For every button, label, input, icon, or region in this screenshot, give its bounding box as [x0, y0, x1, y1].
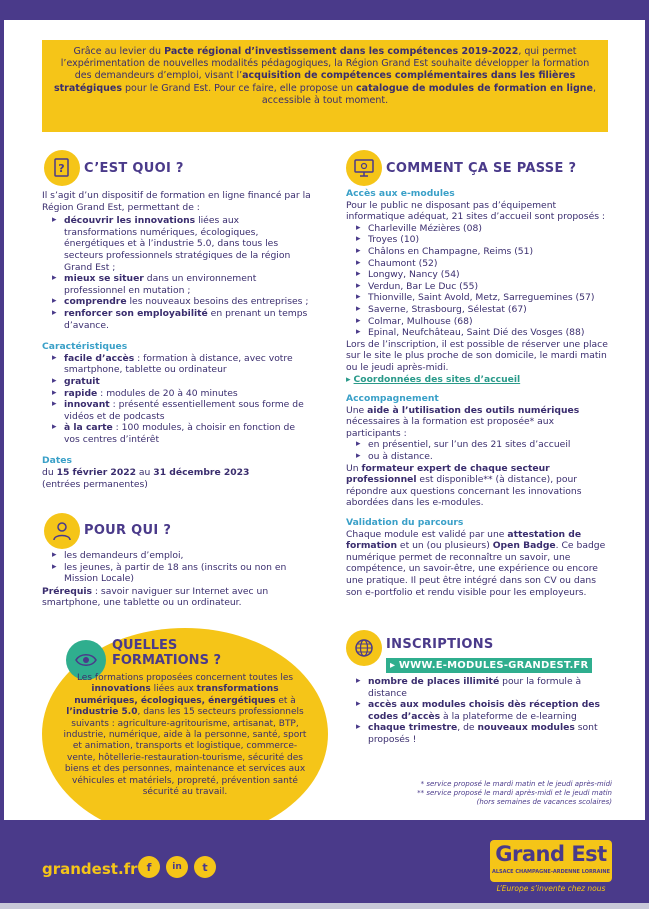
- list-item: ▸ innovant : présenté essentiellement sous forme de vidéos et de podcasts: [52, 399, 312, 422]
- intro-text: pour le Grand Est. Pour ce faire, elle propose un: [121, 82, 357, 94]
- list-item: ▸ à la carte : 100 modules, à choisir en fonction de vos centres d’intérêt: [52, 422, 312, 445]
- coord-link-row: [346, 374, 608, 386]
- list-item: ▸ Longwy, Nancy (54): [356, 269, 608, 281]
- intro-bold: acquisition de compétences complémentaires dans les filières stratégiques: [53, 70, 576, 94]
- list-item: ▸ chaque trimestre, de nouveaux modules sont proposés !: [356, 722, 606, 745]
- list-item: ▸ rapide : modules de 20 à 40 minutes: [52, 388, 312, 400]
- facebook-icon[interactable]: f: [138, 856, 160, 878]
- right-border: [645, 0, 649, 909]
- list-item: ▸ Epinal, Neufchâteau, Saint Dié des Vosges (88): [356, 327, 608, 339]
- acces-title: Accès aux e-modules: [346, 188, 455, 199]
- tagline: L’Europe s’invente chez nous: [496, 884, 606, 893]
- bottom-strip: [0, 903, 649, 909]
- list-item: ▸ Charleville Mézières (08): [356, 223, 608, 235]
- cest-quoi-lead: Il s’agit d’un dispositif de formation en ligne financé par la Région Grand Est, permettant de :: [42, 190, 311, 213]
- cest-quoi-list: [42, 215, 312, 331]
- dates-note: (entrées permanentes): [42, 478, 148, 490]
- intro-bold: catalogue de modules de formation en ligne: [356, 82, 593, 94]
- formations-text: Les formations proposées concernent toutes les innovations liées aux transformations numériques, écologiques, énergétiques et à l’industrie 5.0, dans les 15 secteurs professionnels suivants : agriculture-agritourisme, artisanat, BTP, industrie, numérique, aide à la personne, santé, sport et animation, transports et logistique, commerce-vente, hôtellerie-restauration-tourisme, sécurité des biens et des personnes, maintenance et services aux véhicules et matériels, propreté, prévention santé sécurité au travail.: [63, 673, 307, 798]
- list-item: ▸ renforcer son employabilité en prenant un temps d’avance.: [52, 308, 312, 331]
- expert-text: Un formateur expert de chaque secteur professionnel est disponible** (à distance), pour répondre aux questions concernant les innovations abordées dans les e-modules.: [346, 462, 582, 509]
- footnotes: * service proposé le mardi matin et le jeudi après-midi ** service proposé le mardi après-midi et le jeudi matin (hors semaines de vacances scolaires): [417, 780, 612, 806]
- pour-qui-list: [42, 550, 312, 585]
- list-item: ▸ Saverne, Strasbourg, Sélestat (67): [356, 304, 608, 316]
- intro-text: , qui permet l’expérimentation de nouvelles modalités pédagogiques, la Région Grand Est souhaite développer la formation des demandeurs d’emploi, visant l’: [60, 46, 590, 82]
- list-item: ▸ comprendre les nouveaux besoins des entreprises ;: [52, 296, 312, 308]
- linkedin-icon[interactable]: in: [166, 856, 188, 878]
- comment-body: [346, 188, 608, 598]
- valid-text: Chaque module est validé par une attestation de formation et un (ou plusieurs) Open Badge. Ce badge numérique permet de reconnaître un savoir, une compétence, un savoir-être, une expérience ou encore une pratique. Il peut être intégré dans son CV ou dans son e-portfolio et rendu visible pour les employeurs.: [346, 528, 606, 598]
- list-item: ▸ facile d’accès : formation à distance, avec votre smartphone, tablette ou ordinateur: [52, 353, 312, 376]
- list-item: ▸ les jeunes, à partir de 18 ans (inscrits ou non en Mission Locale): [52, 562, 312, 585]
- list-item: ▸ mieux se situer dans un environnement professionnel en mutation ;: [52, 273, 312, 296]
- website-link[interactable]: ▸ WWW.E-MODULES-GRANDEST.FR: [386, 658, 592, 673]
- person-icon: [44, 513, 80, 549]
- list-item: ▸ ou à distance.: [356, 451, 608, 463]
- cest-quoi-body: [42, 190, 312, 490]
- accomp-list: [346, 439, 608, 462]
- valid-title: Validation du parcours: [346, 517, 464, 529]
- list-item: ▸ gratuit: [52, 376, 312, 388]
- dates-range: du 15 février 2022 au 31 décembre 2023: [42, 467, 250, 479]
- intro-text: , accessible à tout moment.: [261, 82, 597, 106]
- section-title-comment: COMMENT ÇA SE PASSE ?: [386, 161, 577, 176]
- list-item: ▸ accès aux modules choisis dès réception des codes d’accès à la plateforme de e-learning: [356, 699, 606, 722]
- question-icon: [44, 150, 80, 186]
- list-item: ▸ Colmar, Mulhouse (68): [356, 316, 608, 328]
- dates-title: Dates: [42, 455, 72, 467]
- carac-list: [42, 353, 312, 446]
- intro-bold: Pacte régional d’investissement dans les compétences 2019-2022: [164, 46, 519, 57]
- section-title-quelles: QUELLES FORMATIONS ?: [112, 638, 221, 668]
- pour-qui-body: [42, 550, 312, 609]
- list-item: ▸ Thionville, Saint Avold, Metz, Sarreguemines (57): [356, 292, 608, 304]
- list-item: ▸ Troyes (10): [356, 234, 608, 246]
- footer-url[interactable]: grandest.fr: [42, 860, 138, 878]
- globe-icon: [346, 630, 382, 666]
- list-item: ▸ les demandeurs d’emploi,: [52, 550, 312, 562]
- screen-icon: [346, 150, 382, 186]
- list-item: ▸ Verdun, Bar Le Duc (55): [356, 281, 608, 293]
- arrow-icon: ▸: [346, 373, 354, 385]
- sites-list: [346, 223, 608, 339]
- inscriptions-body: [356, 676, 606, 746]
- left-border: [0, 0, 4, 909]
- svg-text:?: ?: [58, 162, 65, 175]
- intro-text: Grâce au levier du: [73, 46, 165, 57]
- list-item: ▸ découvrir les innovations liées aux transformations numériques, écologiques, énergétiques et à l’industrie 5.0, dans tous les secteurs professionnels stratégiques de la région Grand Est ;: [52, 215, 312, 273]
- prereq: Prérequis : savoir naviguer sur Internet avec un smartphone, une tablette ou un ordinateur.: [42, 585, 269, 609]
- section-title-inscriptions: INSCRIPTIONS: [386, 637, 494, 652]
- list-item: ▸ Chaumont (52): [356, 258, 608, 270]
- accomp-text: Une aide à l’utilisation des outils numériques nécessaires à la formation est proposée* aux participants :: [346, 404, 580, 439]
- coord-link[interactable]: Coordonnées des sites d’accueil: [353, 373, 521, 385]
- section-title-pour-qui: POUR QUI ?: [84, 523, 172, 538]
- top-band: [0, 0, 649, 20]
- acces-lead: Pour le public ne disposant pas d’équipement informatique adéquat, 21 sites d’accueil sont proposés :: [346, 199, 606, 223]
- carac-title: Caractéristiques: [42, 341, 128, 353]
- footer: [4, 820, 645, 903]
- inscriptions-list: [356, 676, 606, 746]
- section-title-cest-quoi: C’EST QUOI ?: [84, 161, 184, 176]
- intro-box: [42, 40, 608, 132]
- inscription-text: Lors de l’inscription, il est possible de réserver une place sur le site le plus proche de son domicile, le mardi matin ou le jeudi après-midi.: [346, 338, 608, 373]
- list-item: ▸ en présentiel, sur l’un des 21 sites d’accueil: [356, 439, 608, 451]
- grand-est-logo[interactable]: Grand Est ALSACE CHAMPAGNE-ARDENNE LORRAINE: [490, 840, 612, 882]
- list-item: ▸ Châlons en Champagne, Reims (51): [356, 246, 608, 258]
- list-item: ▸ nombre de places illimité pour la formule à distance: [356, 676, 606, 699]
- twitter-icon[interactable]: t: [194, 856, 216, 878]
- accomp-title: Accompagnement: [346, 393, 439, 405]
